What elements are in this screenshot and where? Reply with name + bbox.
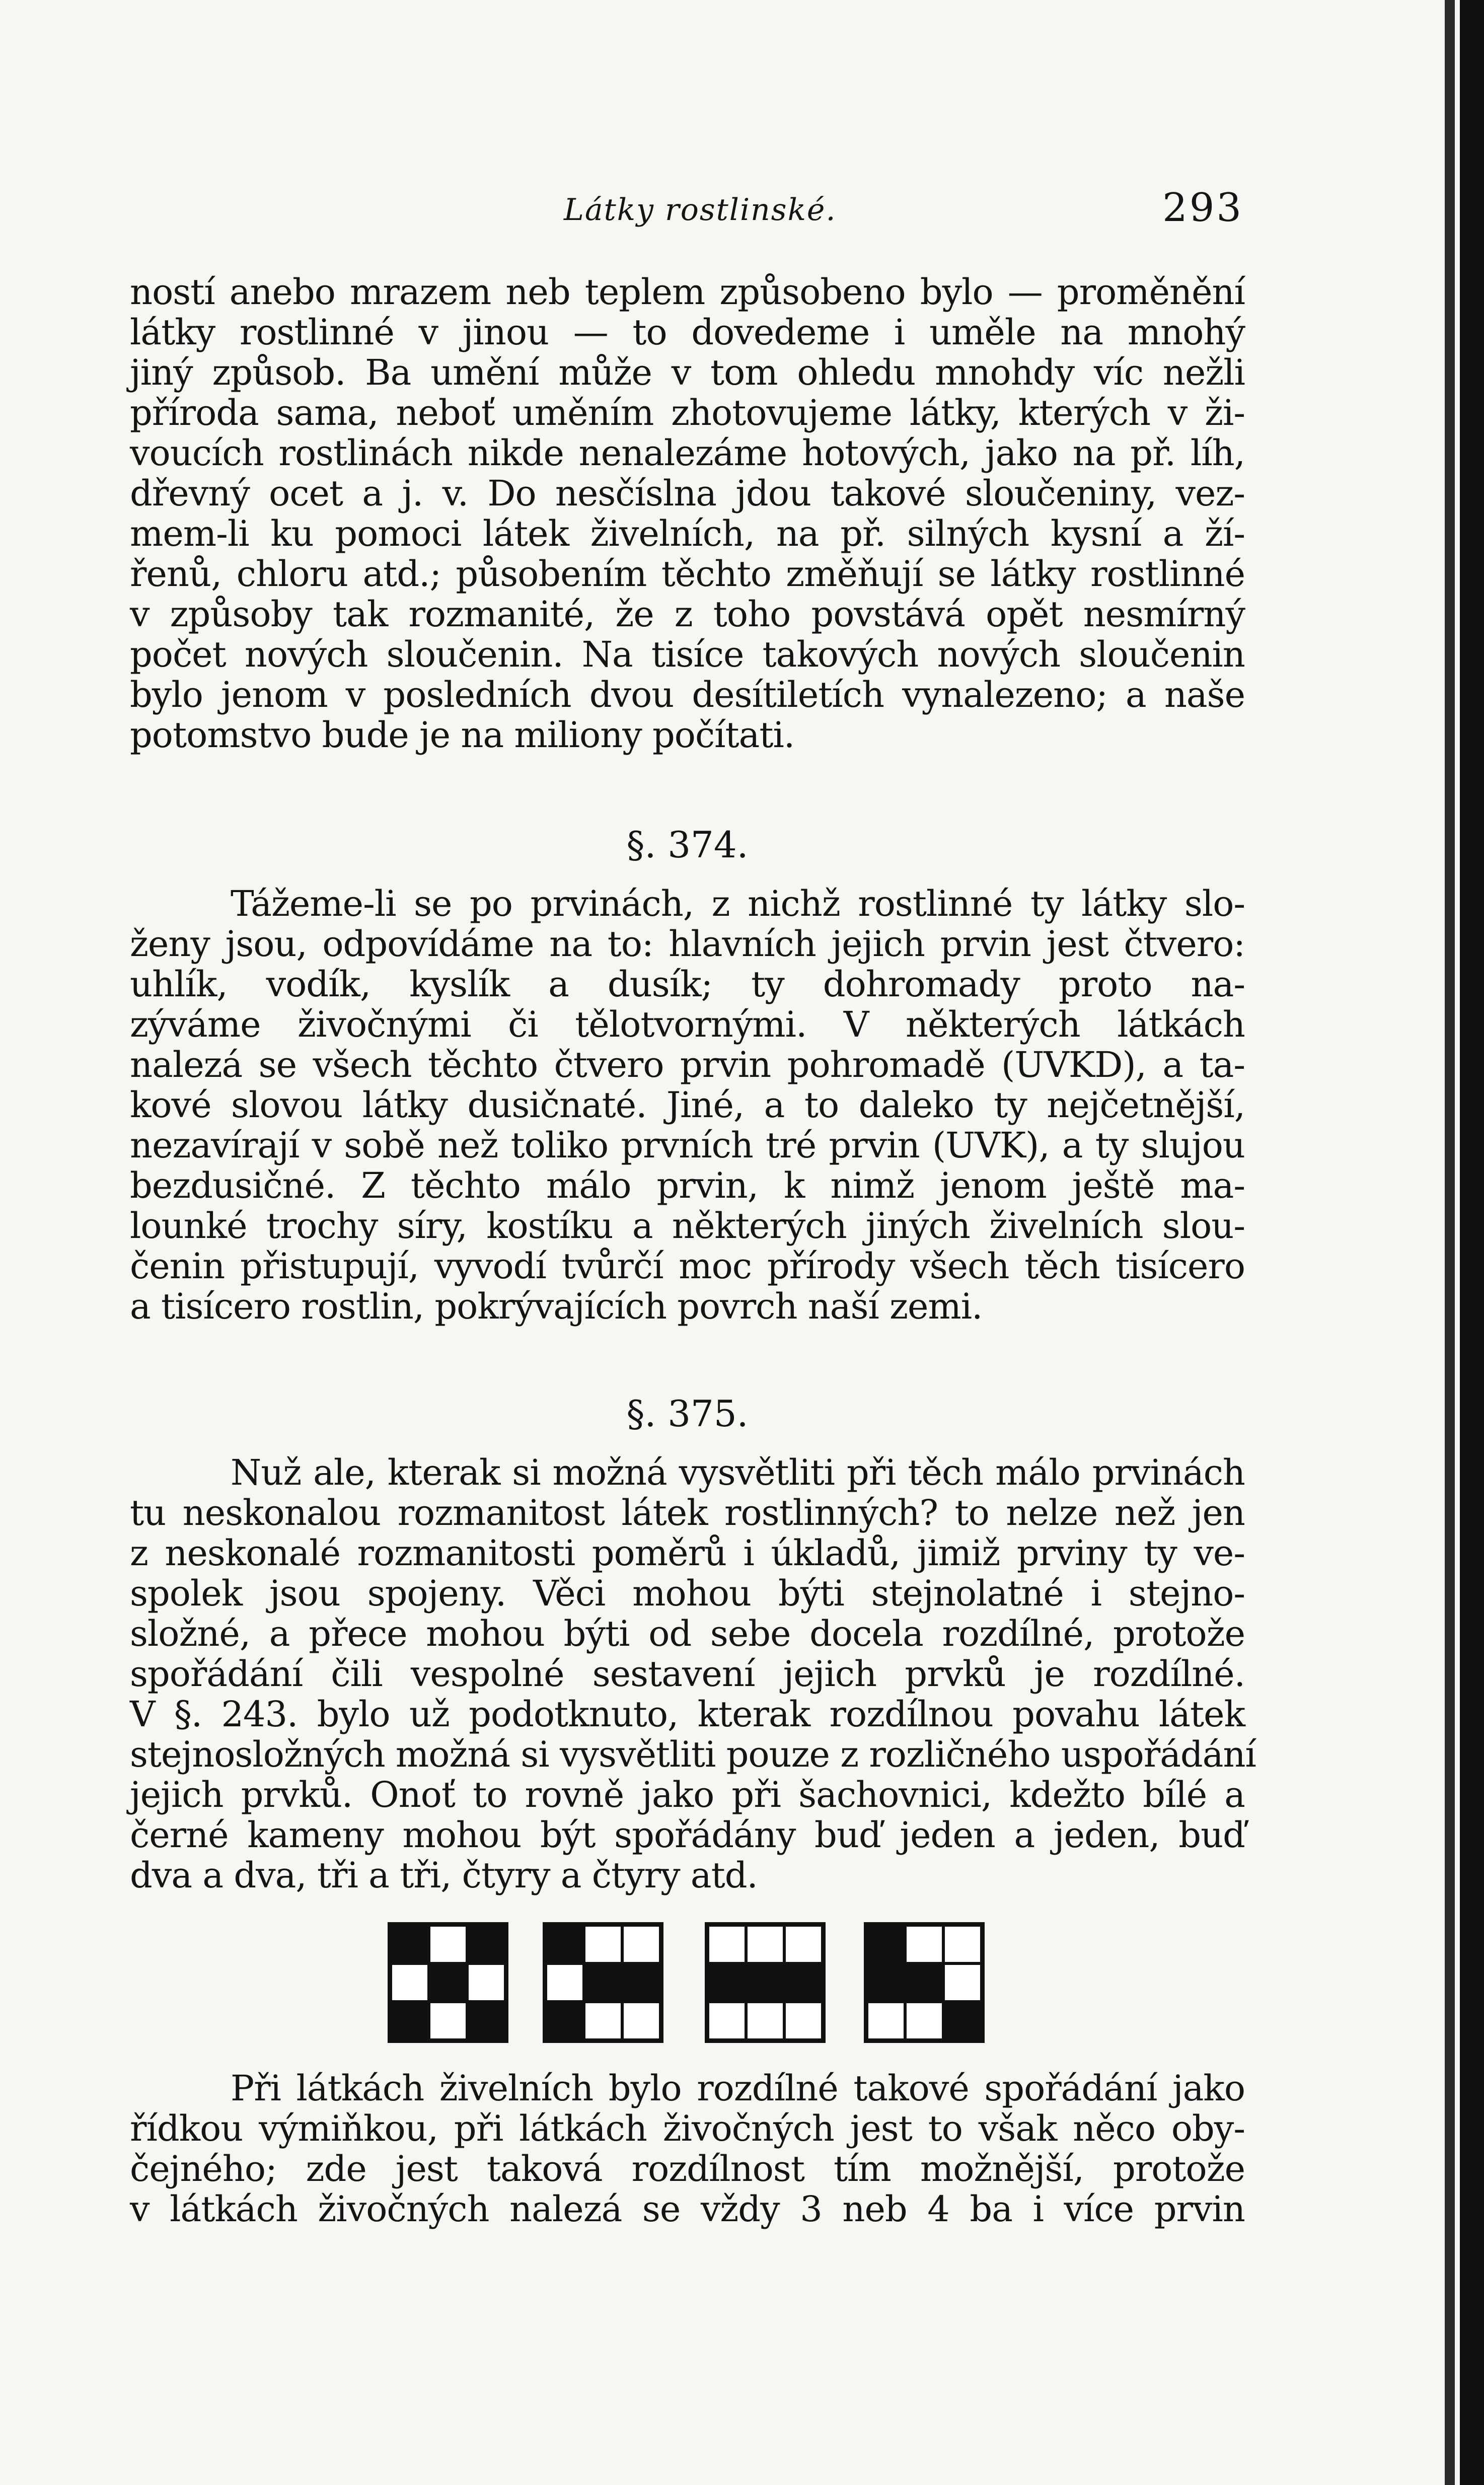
text-line: ností anebo mrazem neb teplem způsobeno bylo — proměnění (130, 271, 1245, 313)
checkerboard-figure-3 (705, 1922, 826, 2043)
white-square (429, 1925, 467, 1963)
text-line: voucích rostlinách nikde nenalezáme hotových, jako na př. líh, (130, 432, 1245, 474)
scan-border (1460, 0, 1484, 2485)
text-line: dva a dva, tři a tři, čtyry a čtyry atd. (130, 1855, 758, 1896)
black-square (467, 2002, 505, 2040)
black-square (391, 1925, 429, 1963)
text-line: uhlík, vodík, kyslík a dusík; ty dohromady proto na- (130, 964, 1245, 1005)
page-header (131, 185, 1243, 238)
text-line: kové slovou látky dusičnaté. Jiné, a to daleko ty nejčetnější, (130, 1084, 1245, 1126)
text-line: spořádání čili vespolné sestavení jejich prvků je rozdílné. (130, 1653, 1245, 1695)
checkerboard-figure-4 (864, 1922, 985, 2043)
text-line: a tisícero rostlin, pokrývajících povrch naší zemi. (130, 1286, 983, 1327)
text-line: jiný způsob. Ba umění může v tom ohledu mnohdy víc nežli (130, 352, 1245, 393)
text-line: Při látkách živelních bylo rozdílné takové spořádání jako (231, 2068, 1245, 2109)
white-square (746, 1925, 784, 1963)
text-line: čejného; zde jest taková rozdílnost tím možnější, protože (130, 2148, 1245, 2189)
text-line: řídkou výmiňkou, při látkách živočných jest to však něco oby- (130, 2108, 1245, 2149)
black-square (784, 1963, 823, 2002)
white-square (391, 1963, 429, 2002)
text-line: zýváme živočnými či tělotvornými. V některých látkách (130, 1004, 1245, 1045)
section-heading-374: §. 374. (626, 824, 749, 866)
text-line: ženy jsou, odpovídáme na to: hlavních jejich prvin jest čtvero: (130, 923, 1245, 965)
paragraph-4 (130, 2068, 1245, 2229)
text-line: složné, a přece mohou býti od sebe docela rozdílné, protože (130, 1613, 1245, 1654)
paragraph-section-374 (130, 884, 1245, 1327)
text-line: lounké trochy síry, kostíku a některých jiných živelních slou- (130, 1205, 1245, 1247)
white-square (943, 1963, 982, 2002)
section-heading-375: §. 375. (626, 1393, 749, 1435)
white-square (784, 2002, 823, 2040)
black-square (867, 1963, 905, 2002)
text-line: látky rostlinné v jinou — to dovedeme i uměle na mnohý (130, 312, 1245, 353)
white-square (708, 2002, 746, 2040)
text-line: dřevný ocet a j. v. Do nesčíslna jdou takové sloučeniny, vez- (130, 473, 1245, 514)
white-square (905, 1925, 943, 1963)
text-line: mem-li ku pomoci látek živelních, na př. silných kysní a ží- (130, 513, 1245, 554)
page-edge-shadow (1445, 0, 1455, 2485)
text-line: Nuž ale, kterak si možná vysvětliti při těch málo prvinách (231, 1452, 1245, 1493)
text-line: v látkách živočných nalezá se vždy 3 neb 4 ba i více prvin (130, 2188, 1245, 2230)
text-line: potomstvo bude je na miliony počítati. (130, 714, 795, 756)
paragraph-1 (130, 272, 1245, 755)
checkerboard-figures (0, 1922, 1484, 2043)
white-square (784, 1925, 823, 1963)
white-square (546, 1963, 584, 2002)
text-line: černé kameny mohou být spořádány buď jeden a jeden, buď (130, 1814, 1245, 1856)
text-line: Tážeme-li se po prvinách, z nichž rostlinné ty látky slo- (231, 883, 1245, 924)
white-square (746, 2002, 784, 2040)
black-square (746, 1963, 784, 2002)
white-square (622, 2002, 660, 2040)
black-square (622, 1963, 660, 2002)
black-square (584, 1963, 622, 2002)
text-line: bezdusičné. Z těchto málo prvin, k nimž jenom ještě ma- (130, 1165, 1245, 1206)
white-square (905, 2002, 943, 2040)
black-square (467, 1925, 505, 1963)
white-square (584, 1925, 622, 1963)
text-line: z neskonalé rozmanitosti poměrů i úkladů, jimiž prviny ty ve- (130, 1532, 1245, 1574)
black-square (943, 2002, 982, 2040)
black-square (708, 1963, 746, 2002)
black-square (546, 1925, 584, 1963)
white-square (429, 2002, 467, 2040)
text-line: V §. 243. bylo už podotknuto, kterak rozdílnou povahu látek (130, 1694, 1245, 1735)
text-line: bylo jenom v posledních dvou desítiletích vynalezeno; a naše (130, 674, 1245, 715)
paragraph-section-375 (130, 1452, 1256, 1896)
white-square (708, 1925, 746, 1963)
white-square (467, 1963, 505, 2002)
text-line: v způsoby tak rozmanité, že z toho povstává opět nesmírný (130, 594, 1245, 635)
text-line: spolek jsou spojeny. Věci mohou býti stejnolatné i stejno- (130, 1573, 1245, 1614)
white-square (584, 2002, 622, 2040)
white-square (943, 1925, 982, 1963)
text-line: řenů, chloru atd.; působením těchto změňují se látky rostlinné (130, 553, 1245, 595)
text-line: čenin přistupují, vyvodí tvůrčí moc přírody všech těch tisícero (130, 1246, 1245, 1287)
white-square (622, 1925, 660, 1963)
text-line: jejich prvků. Onoť to rovně jako při šachovnici, kdežto bílé a (130, 1774, 1245, 1815)
page-number: 293 (1162, 185, 1243, 231)
checkerboard-figure-1 (388, 1922, 508, 2043)
text-line: příroda sama, neboť uměním zhotovujeme látky, kterých v ži- (130, 392, 1245, 433)
black-square (905, 1963, 943, 2002)
black-square (867, 1925, 905, 1963)
text-line: stejnosložných možná si vysvětliti pouze z rozličného uspořádání (130, 1734, 1256, 1775)
black-square (429, 1963, 467, 2002)
text-line: nalezá se všech těchto čtvero prvin pohromadě (UVKD), a ta- (130, 1044, 1245, 1085)
black-square (546, 2002, 584, 2040)
text-line: počet nových sloučenin. Na tisíce takových nových sloučenin (130, 634, 1245, 675)
text-line: tu neskonalou rozmanitost látek rostlinných? to nelze než jen (130, 1492, 1245, 1533)
checkerboard-figure-2 (543, 1922, 663, 2043)
white-square (867, 2002, 905, 2040)
text-line: nezavírají v sobě než toliko prvních tré prvin (UVK), a ty slujou (130, 1125, 1245, 1166)
running-title: Látky rostlinské. (564, 192, 837, 228)
black-square (391, 2002, 429, 2040)
